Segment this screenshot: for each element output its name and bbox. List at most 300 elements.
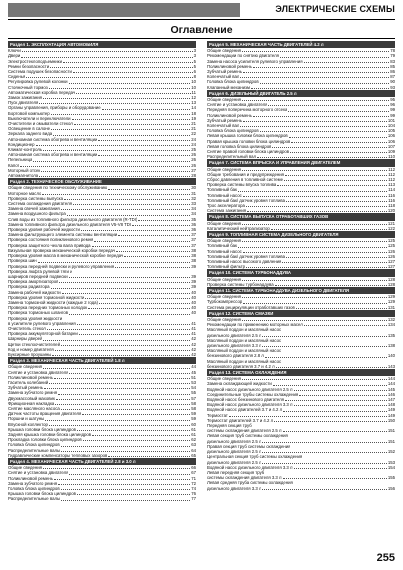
toc-entry-title: системы охлаждения двигателя 3.3 л bbox=[207, 475, 282, 481]
toc-entry-title: Замена тормозной жидкости (каждые 2 года) bbox=[8, 299, 98, 305]
dot-leader bbox=[268, 105, 389, 106]
toc-entry-page: 26 bbox=[191, 152, 196, 158]
toc-entry-title: Буксирные проушины bbox=[8, 351, 52, 357]
toc-entry-title: Зубчатый ремень bbox=[207, 69, 243, 74]
toc-entry-page: 128 bbox=[387, 281, 395, 287]
toc-section-heading: Раздел 8. СИСТЕМА ВЫПУСКА ОТРАБОТАВШИХ ГАЗОВ bbox=[207, 213, 395, 220]
dot-leader bbox=[299, 395, 387, 396]
dot-leader bbox=[288, 111, 389, 112]
toc-entry-page: 5 bbox=[193, 58, 196, 64]
dot-leader bbox=[61, 446, 191, 447]
toc-entry-title: дизельного двигателя 2.5 л bbox=[207, 332, 262, 338]
toc-entry-title: Общие требования и предупреждения bbox=[207, 171, 284, 177]
toc-entry-title: Проверка уровня жидкости bbox=[8, 315, 63, 321]
dot-leader bbox=[242, 51, 389, 52]
toc-entry-page: 60 bbox=[191, 421, 196, 427]
toc-entry-title: Система рециркуляции отработавших газов bbox=[207, 304, 295, 310]
dot-leader bbox=[58, 394, 190, 395]
dot-leader bbox=[262, 452, 386, 453]
toc-entry-title: Проверка люфта рулевой тяги и bbox=[8, 268, 73, 274]
toc-entry-title: Гаситель колебаний bbox=[8, 379, 49, 385]
dot-leader bbox=[253, 67, 389, 68]
toc-entry-page: 44 bbox=[191, 364, 196, 370]
toc-entry-page: 147 bbox=[387, 397, 395, 403]
dot-leader bbox=[262, 346, 386, 347]
dot-leader bbox=[33, 161, 190, 162]
toc-entry-title: Топливный насос bbox=[207, 192, 242, 198]
dot-leader bbox=[276, 367, 387, 368]
toc-entry-page: 120 bbox=[387, 208, 395, 214]
dot-leader bbox=[85, 298, 190, 299]
toc-entry-page: 41 bbox=[191, 320, 196, 326]
toc-entry-page: 61 bbox=[191, 426, 196, 432]
toc-entry-title: Автономная система обогрева и вентиляции bbox=[8, 136, 98, 142]
toc-entry-page: 31 bbox=[191, 190, 196, 196]
toc-entry-page: 140 bbox=[387, 353, 395, 359]
header-divider bbox=[8, 19, 395, 20]
toc-entry-page: 59 bbox=[191, 416, 196, 422]
dot-leader bbox=[99, 303, 190, 304]
toc-entry-page: 86 bbox=[390, 69, 395, 74]
toc-entry-title: Общие сведения bbox=[207, 238, 241, 244]
toc-entry-page: 114 bbox=[388, 187, 395, 193]
toc-section-heading: Раздел 3. МЕХАНИЧЕСКАЯ ЧАСТЬ ДВИГАТЕЛЕЙ 1.8 л bbox=[8, 357, 196, 364]
toc-entry-title: Проверка уровня масла в механической коробке передач bbox=[8, 253, 124, 259]
toc-entry-page: 36 bbox=[191, 221, 196, 227]
toc-entry-page: 40 bbox=[191, 299, 196, 305]
toc-entry-page: 116 bbox=[388, 197, 395, 203]
toc-entry-page: 40 bbox=[191, 310, 196, 316]
toc-entry-title: Проверка тормозных шлангов bbox=[8, 310, 69, 316]
dot-leader bbox=[280, 57, 389, 58]
toc-entry-page: 45 bbox=[191, 369, 196, 375]
dot-leader bbox=[275, 285, 387, 286]
dot-leader bbox=[82, 414, 190, 415]
toc-entry-page: 38 bbox=[191, 247, 196, 253]
toc-entry-title: Проверка защитного чехла вала привода bbox=[8, 242, 91, 248]
dot-leader bbox=[277, 185, 387, 186]
toc-entry-page: 3 bbox=[193, 48, 196, 54]
toc-entry-page: 83 bbox=[390, 58, 395, 64]
toc-entry-page: 21 bbox=[191, 126, 196, 132]
toc-section-heading: Раздел 11. СИСТЕМА ТУРБОНАДДУВА ДИЗЕЛЬНОГО ДВИГАТЕЛЯ bbox=[207, 287, 395, 294]
dot-leader bbox=[94, 241, 190, 242]
toc-entry-page: 99 bbox=[390, 112, 395, 118]
toc-entry-title: Кондиционер bbox=[8, 141, 35, 147]
toc-right-column bbox=[207, 41, 395, 491]
toc-entry-page: 107 bbox=[387, 143, 395, 149]
dot-leader bbox=[62, 293, 191, 294]
toc-entry-title: Проверка системы выпуска bbox=[8, 195, 63, 201]
toc-entry-page: 127 bbox=[387, 259, 395, 265]
title-divider bbox=[8, 38, 395, 39]
dot-leader bbox=[51, 129, 190, 130]
toc-entry-page: 59 bbox=[191, 411, 196, 417]
toc-entry-title: Топливный насос высокого давления bbox=[207, 259, 282, 265]
dot-leader bbox=[246, 267, 387, 268]
toc-entry-page: 33 bbox=[191, 201, 196, 207]
toc-entry-title: Общие сведения bbox=[207, 317, 241, 323]
dot-leader bbox=[56, 399, 190, 400]
toc-entry-title: Левая передняя секция труб bbox=[207, 469, 265, 475]
dot-leader bbox=[59, 282, 190, 283]
toc-section-heading: Раздел 2. ТЕХНИЧЕСКОЕ ОБСЛУЖИВАНИЕ bbox=[8, 178, 196, 185]
toc-entry-title: Поликлиновой ремень bbox=[8, 374, 53, 380]
dot-leader bbox=[63, 62, 193, 63]
toc-entry-page: 112 bbox=[388, 171, 395, 177]
toc-entry-title: Общие сведения bbox=[8, 364, 42, 370]
toc-entry-title: Снятие правой головки блока цилиндров bbox=[207, 149, 290, 155]
toc-entry-title: Топливный бак bbox=[207, 243, 237, 249]
toc-entry-page: 35 bbox=[191, 216, 196, 222]
toc-entry-page: 64 bbox=[191, 447, 196, 453]
toc-section-heading: Раздел 10. СИСТЕМА ТУРБОНАДДУВА bbox=[207, 269, 395, 276]
toc-entry-title: Код и номер двигателя bbox=[8, 346, 54, 352]
toc-entry-title: Климат-контроль bbox=[8, 147, 43, 153]
toc-entry-title: дизельного двигателя 3.3 л bbox=[207, 343, 262, 349]
dot-leader bbox=[238, 247, 387, 248]
toc-entry-page: 62 bbox=[191, 437, 196, 443]
toc-entry-title: Общие сведения по техническому обслуживанию bbox=[8, 185, 108, 191]
toc-entry-title: Система зажигания bbox=[207, 208, 247, 214]
toc-entry-page: 11 bbox=[191, 89, 196, 95]
toc-entry-title: Стояночный тормоз bbox=[8, 84, 48, 90]
dot-leader bbox=[262, 489, 386, 490]
toc-entry-title: Масляный поддон и масляный насос bbox=[207, 327, 282, 333]
dot-leader bbox=[284, 180, 387, 181]
dot-leader bbox=[240, 77, 389, 78]
toc-entry-title: Рекомендации по снятию двигателя bbox=[207, 53, 279, 59]
toc-entry-title: Соединительные трубы системы охлаждения bbox=[207, 391, 299, 397]
dot-leader bbox=[55, 350, 190, 351]
toc-entry-page: 126 bbox=[387, 248, 395, 254]
dot-leader bbox=[43, 468, 190, 469]
toc-entry-page: 129 bbox=[387, 299, 395, 305]
toc-entry-title: Снятие и установка двигателя bbox=[207, 102, 268, 108]
toc-entry-title: Зубчатый ремень bbox=[8, 385, 44, 391]
toc-entry-page: 41 bbox=[191, 331, 196, 337]
toc-entry-title: Визуальная проверка механической коробки передач bbox=[8, 247, 116, 253]
toc-entry-page: 127 bbox=[387, 264, 395, 270]
toc-entry-page: 51 bbox=[191, 374, 196, 380]
toc-entry-page: 10 bbox=[191, 84, 196, 90]
toc-entry-page: 37 bbox=[191, 232, 196, 238]
dot-leader bbox=[242, 241, 387, 242]
dot-leader bbox=[108, 189, 190, 190]
toc-entry-title: Левая крышка головки блока цилиндров bbox=[207, 133, 288, 139]
toc-section-heading: Раздел 7. СИСТЕМА ВПРЫСКА И УПРАВЛЕНИЯ ДВИГАТЕЛЕМ bbox=[207, 159, 395, 166]
dot-leader bbox=[61, 451, 190, 452]
toc-entry-page: 151 bbox=[387, 428, 395, 434]
dot-leader bbox=[286, 257, 387, 258]
dot-leader bbox=[44, 388, 190, 389]
toc-entry-title: Общие сведения bbox=[207, 97, 241, 102]
toc-entry-page: 156 bbox=[387, 485, 395, 491]
toc-entry-title: дизельного двигателя 2.5 л bbox=[207, 459, 262, 465]
toc-entry-title: Шарниры дверей bbox=[8, 336, 43, 342]
dot-leader bbox=[43, 368, 190, 369]
dot-leader bbox=[242, 297, 387, 298]
toc-entry-title: Органы управления, приборы и оборудование bbox=[8, 105, 101, 111]
toc-entry-page: 106 bbox=[387, 133, 395, 139]
toc-entry-title: шарниров передней подвески bbox=[8, 273, 68, 279]
toc-entry-title: Автомагнитола bbox=[8, 173, 39, 179]
toc-entry-page: 34 bbox=[191, 206, 196, 212]
dot-leader bbox=[242, 100, 389, 101]
toc-entry-title: Поликлиновой ремень bbox=[207, 63, 252, 69]
toc-entry-title: Коленчатый вал bbox=[207, 123, 240, 129]
toc-entry-title: системы охлаждения двигателя 2.5 л bbox=[207, 428, 282, 434]
header-decorative-bar bbox=[8, 3, 240, 17]
toc-entry-page: 96 bbox=[390, 102, 395, 108]
toc-entry-page: 67 bbox=[191, 470, 196, 476]
toc-entry-title: Замена зубчатого ремня bbox=[8, 480, 58, 486]
toc-entry-title: Масляный поддон и масляный насос bbox=[207, 358, 282, 364]
dot-leader bbox=[285, 175, 387, 176]
toc-entry-page: 6 bbox=[193, 69, 196, 74]
toc-entry-title: Замена воздушного фильтра bbox=[8, 211, 66, 217]
dot-leader bbox=[283, 431, 387, 432]
toc-entry-title: Топливный фильтр bbox=[207, 264, 245, 270]
toc-entry-title: Рекомендации по применению моторных масел bbox=[207, 322, 303, 328]
dot-leader bbox=[257, 157, 387, 158]
dot-leader bbox=[61, 500, 190, 501]
toc-entry-title: Задняя крышка головки блока цилиндров bbox=[8, 431, 92, 437]
dot-leader bbox=[69, 277, 191, 278]
toc-entry-title: дизельного двигателя 2.5 л bbox=[207, 438, 262, 444]
toc-entry-title: Регулировка рулевой колонки bbox=[8, 79, 68, 85]
toc-entry-page: 42 bbox=[191, 336, 196, 342]
toc-entry-title: Головка блока цилиндров bbox=[8, 486, 60, 491]
toc-entry-title: Проверка системы впуска топлива bbox=[207, 182, 277, 188]
toc-entry-page: 149 bbox=[387, 412, 395, 418]
dot-leader bbox=[54, 378, 190, 379]
dot-leader bbox=[260, 131, 387, 132]
toc-entry-title: Головка блока цилиндров bbox=[207, 128, 259, 134]
dot-leader bbox=[294, 390, 387, 391]
toc-entry-title: дизельного двигателя 2.5 л bbox=[207, 449, 262, 455]
toc-entry-title: Моторное масло bbox=[8, 190, 42, 196]
toc-entry-page: 36 bbox=[191, 227, 196, 233]
toc-entry-title: Капот bbox=[8, 162, 20, 168]
dot-leader bbox=[242, 280, 387, 281]
toc-left-column bbox=[8, 41, 196, 502]
toc-entry-title: Щетки стеклоочистителей bbox=[8, 341, 60, 347]
toc-entry-title: Распределительные валы bbox=[8, 496, 61, 502]
toc-entry-page: 144 bbox=[387, 376, 395, 382]
toc-entry-title: Общие сведения bbox=[207, 166, 241, 172]
dot-leader bbox=[243, 121, 387, 122]
dot-leader bbox=[39, 176, 190, 177]
dot-leader bbox=[39, 103, 190, 104]
toc-entry-page: 126 bbox=[387, 253, 395, 259]
toc-entry-page: 28 bbox=[191, 173, 196, 179]
page-title: Оглавление bbox=[170, 24, 233, 36]
toc-section-heading: Раздел 4. МЕХАНИЧЕСКАЯ ЧАСТЬ ДВИГАТЕЛЕЙ 2.8 и 3.0 л bbox=[8, 458, 196, 465]
dot-leader bbox=[294, 405, 387, 406]
toc-entry-page: 18 bbox=[191, 110, 196, 116]
toc-entry-title: Гидравлические компенсаторы тепловых зазоров bbox=[8, 452, 108, 458]
dot-leader bbox=[50, 67, 192, 68]
toc-entry-page: 113 bbox=[388, 182, 395, 188]
toc-entry-title: Прокладка головки блока цилиндров bbox=[8, 437, 82, 443]
dot-leader bbox=[243, 252, 387, 253]
toc-entry-page: 90 bbox=[390, 79, 395, 85]
dot-leader bbox=[242, 224, 387, 225]
toc-entry-page: 74 bbox=[191, 486, 196, 491]
toc-entry-title: Замена насоса усилителя рулевого управления bbox=[207, 58, 303, 64]
dot-leader bbox=[45, 420, 190, 421]
toc-entry-page: 42 bbox=[191, 346, 196, 352]
toc-entry-page: 10 bbox=[191, 79, 196, 85]
toc-entry-page: 39 bbox=[191, 273, 196, 279]
dot-leader bbox=[262, 336, 386, 337]
toc-entry-page: 76 bbox=[191, 491, 196, 497]
toc-entry-page: 79 bbox=[390, 53, 395, 59]
toc-entry-page: 22 bbox=[191, 131, 196, 137]
toc-entry-page: 78 bbox=[390, 48, 395, 54]
toc-entry-title: Масляный поддон и масляный насос bbox=[207, 348, 282, 354]
toc-entry-page: 87 bbox=[390, 74, 395, 80]
toc-section-heading: Раздел 1. ЭКСПЛУАТАЦИЯ АВТОМОБИЛЯ bbox=[8, 41, 196, 48]
toc-entry-title: Датчик частоты вращения двигателя bbox=[8, 411, 82, 417]
dot-leader bbox=[240, 126, 386, 127]
toc-entry-page: 125 bbox=[387, 243, 395, 249]
toc-entry-page: 53 bbox=[191, 379, 196, 385]
toc-entry-page: 129 bbox=[387, 294, 395, 300]
toc-entry-page: 145 bbox=[387, 386, 395, 392]
dot-leader bbox=[108, 456, 190, 457]
toc-entry-title: Водяной насос дизельного двигателя 3.3 л bbox=[207, 402, 293, 408]
dot-leader bbox=[92, 435, 190, 436]
toc-entry-page: 55 bbox=[191, 390, 196, 396]
dot-leader bbox=[290, 152, 387, 153]
toc-entry-title: Топливный насос bbox=[207, 248, 242, 254]
toc-entry-page: 148 bbox=[387, 402, 395, 408]
toc-entry-title: Замена зубчатого ремня bbox=[8, 390, 58, 396]
dot-leader bbox=[67, 215, 190, 216]
dot-leader bbox=[61, 409, 190, 410]
dot-leader bbox=[243, 303, 387, 304]
toc-entry-title: Проверка уровня рабочей жидкости bbox=[8, 227, 80, 233]
toc-entry-page: 26 bbox=[191, 162, 196, 168]
dot-leader bbox=[41, 171, 190, 172]
toc-entry-title: Бортовой компьютер bbox=[8, 110, 50, 116]
dot-leader bbox=[304, 325, 387, 326]
header-section-title: ЭЛЕКТРИЧЕСКИЕ СХЕМЫ bbox=[275, 4, 395, 14]
dot-leader bbox=[22, 51, 193, 52]
toc-entry-page: 8 bbox=[193, 74, 196, 80]
toc-entry-page: 63 bbox=[191, 442, 196, 448]
toc-entry bbox=[8, 496, 196, 501]
toc-entry-page: 95 bbox=[390, 97, 395, 102]
dot-leader bbox=[247, 211, 387, 212]
toc-entry-page: 116 bbox=[388, 192, 395, 198]
toc-entry-title: Поликлиновой ремень bbox=[207, 112, 252, 118]
toc-entry-title: Замок зажигания bbox=[8, 95, 42, 101]
toc-entry-title: Водяной насос бензинового двигателя bbox=[207, 397, 284, 403]
dot-leader bbox=[49, 88, 191, 89]
toc-entry-page: 71 bbox=[191, 475, 196, 481]
toc-entry-page: 150 bbox=[387, 417, 395, 423]
toc-entry-page: 99 bbox=[390, 107, 395, 113]
toc-entry-title: Проверка передних тормозных колодок bbox=[8, 305, 88, 311]
toc-entry-page: 39 bbox=[191, 284, 196, 290]
toc-entry-title: Коленчатый вал bbox=[207, 74, 240, 80]
toc-entry-page: 112 bbox=[388, 177, 395, 183]
toc-entry-title: Передняя секция труб bbox=[207, 423, 252, 429]
dot-leader bbox=[271, 229, 387, 230]
toc-entry-title: бензинового двигателя 2.8 л bbox=[207, 353, 264, 359]
dot-leader bbox=[132, 225, 190, 226]
toc-entry-page: 24 bbox=[191, 136, 196, 142]
toc-entry-title: Проверка уровня тормозной жидкости bbox=[8, 294, 85, 300]
toc-entry-page: 118 bbox=[388, 203, 395, 209]
dot-leader bbox=[253, 116, 389, 117]
dot-leader bbox=[69, 474, 190, 475]
dot-leader bbox=[282, 262, 386, 263]
toc-entry-title: Проверка амортизаторов bbox=[8, 279, 59, 285]
dot-leader bbox=[61, 489, 191, 490]
toc-entry-page: 93 bbox=[390, 84, 395, 90]
toc-entry-page: 38 bbox=[191, 258, 196, 264]
toc-entry-title: Замена свечей зажигания bbox=[8, 206, 60, 212]
toc-entry-title: Зеркала заднего вида bbox=[8, 131, 53, 137]
toc-entry-title: Система охлаждения двигателя bbox=[8, 201, 72, 207]
dot-leader bbox=[53, 135, 190, 136]
toc-entry-title: Двухмассовый маховик bbox=[8, 395, 55, 401]
dot-leader bbox=[21, 57, 192, 58]
toc-entry-page: 38 bbox=[191, 253, 196, 259]
dot-leader bbox=[73, 204, 190, 205]
toc-entry-title: Автоматическая коробка передач bbox=[8, 89, 76, 95]
dot-leader bbox=[294, 468, 387, 469]
toc-section-heading: Раздел 12. СИСТЕМА СМАЗКИ bbox=[207, 310, 395, 317]
toc-entry-page: 105 bbox=[387, 128, 395, 134]
toc-entry-page: 54 bbox=[191, 385, 196, 391]
dot-leader bbox=[72, 119, 191, 120]
toc-entry-title: Общие сведения bbox=[207, 220, 241, 226]
toc-entry-page: 77 bbox=[191, 496, 196, 502]
toc-entry-page: 21 bbox=[191, 121, 196, 127]
dot-leader bbox=[61, 209, 190, 210]
dot-leader bbox=[43, 150, 190, 151]
toc-entry-title: Замена фильтрующего элемента системы вентиляции bbox=[8, 232, 118, 238]
toc-entry-title: Распределительный вал bbox=[207, 154, 257, 160]
dot-leader bbox=[242, 170, 387, 171]
toc-entry-title: Левая секция труб системы охлаждения bbox=[207, 433, 288, 439]
toc-entry-title: Пепельница bbox=[8, 157, 33, 163]
dot-leader bbox=[81, 230, 190, 231]
toc-entry-page: 138 bbox=[387, 343, 395, 349]
dot-leader bbox=[54, 479, 190, 480]
dot-leader bbox=[55, 404, 190, 405]
dot-leader bbox=[272, 147, 386, 148]
toc-entry-title: Головка блока цилиндров bbox=[207, 79, 259, 85]
toc-entry-page: 151 bbox=[387, 438, 395, 444]
dot-leader bbox=[243, 196, 387, 197]
toc-entry-title: Слив воды из топливного фильтра дизельного двигателя (R-TDI) bbox=[8, 216, 138, 222]
toc-entry-title: Центральная секция труб системы охлаждения bbox=[207, 454, 303, 460]
toc-entry-page: 152 bbox=[387, 449, 395, 455]
toc-entry-title: Головка блока цилиндров bbox=[8, 442, 60, 448]
toc-entry-page: 42 bbox=[191, 341, 196, 347]
toc-entry-page: 85 bbox=[390, 63, 395, 69]
dot-leader bbox=[79, 334, 190, 335]
dot-leader bbox=[26, 77, 192, 78]
toc-entry-title: Каталитический нейтрализатор bbox=[207, 225, 270, 231]
toc-entry-title: Масляный поддон и масляный насос bbox=[207, 337, 282, 343]
